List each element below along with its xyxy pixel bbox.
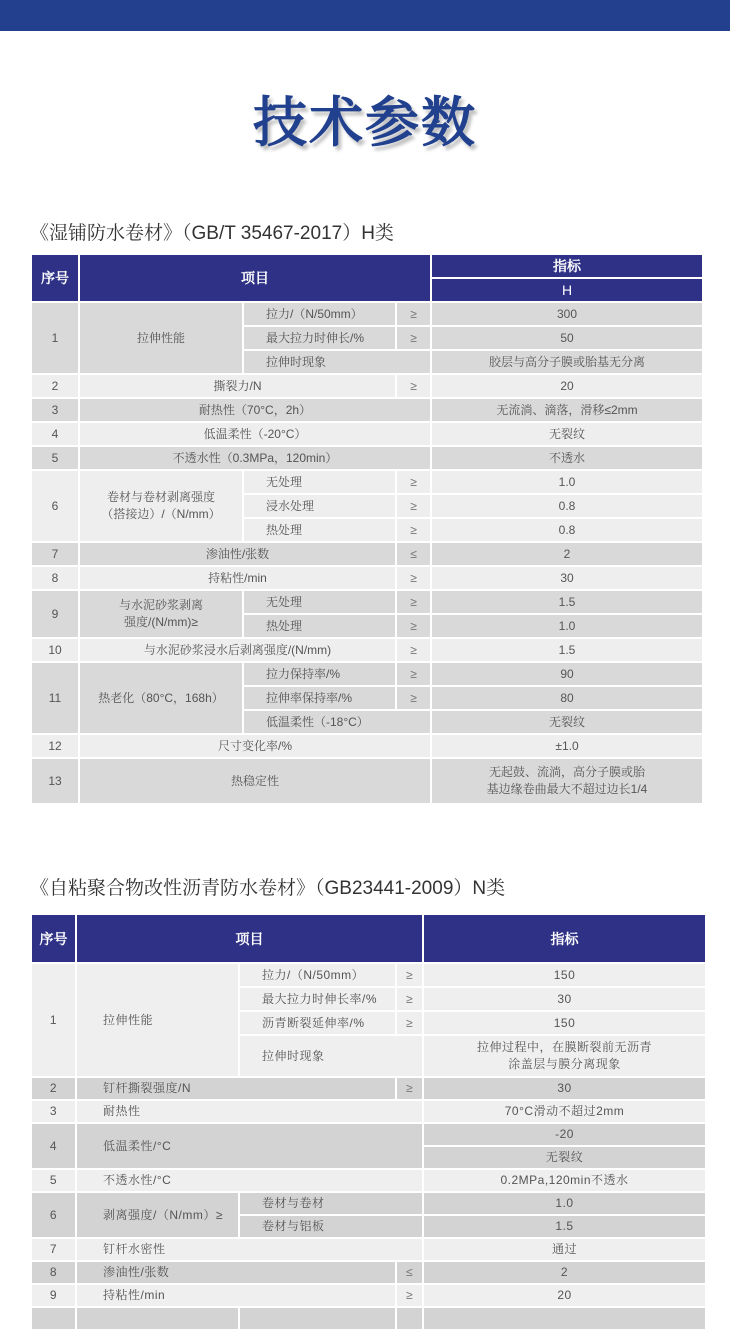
row-value: 30	[423, 987, 706, 1011]
row-value-line: 涂盖层与膜分离现象	[508, 1057, 621, 1071]
comparison-symbol: ≥	[396, 662, 431, 686]
row-item: 拉伸性能	[79, 302, 243, 374]
comparison-symbol: ≤	[396, 1261, 423, 1284]
row-seq: 4	[31, 422, 79, 446]
row-value: 无裂纹	[431, 422, 703, 446]
table-row	[31, 590, 703, 614]
sub-item: 拉伸时现象	[243, 350, 431, 374]
row-value: 无流淌、滴落，滑移≤2mm	[431, 398, 703, 422]
table-row	[31, 422, 703, 446]
row-value: 1.0	[423, 1192, 706, 1215]
row-item: 耐热性	[76, 1100, 423, 1123]
header-spec: 指标	[431, 254, 703, 278]
row-value: 20	[423, 1284, 706, 1307]
comparison-symbol: ≥	[396, 686, 431, 710]
table-row	[31, 566, 703, 590]
row-item: 撕裂力/N	[79, 374, 396, 398]
comparison-symbol: ≥	[396, 614, 431, 638]
comparison-symbol: ≥	[396, 638, 431, 662]
row-seq: 5	[31, 1169, 76, 1192]
table2-title: 《自粘聚合物改性沥青防水卷材》（GB23441-2009）N类	[30, 878, 506, 899]
row-seq: 6	[31, 470, 79, 542]
row-item: 低温柔性/°C	[76, 1123, 423, 1169]
row-value: 胶层与高分子膜或胎基无分离	[431, 350, 703, 374]
top-banner	[0, 0, 730, 31]
row-seq: 1	[31, 302, 79, 374]
table-row	[31, 1077, 706, 1100]
row-value: 30	[431, 566, 703, 590]
sub-item: 卷材与卷材	[239, 1192, 423, 1215]
header-seq: 序号	[31, 914, 76, 963]
row-item: 低温柔性（-20°C）	[79, 422, 431, 446]
table-row	[31, 470, 703, 494]
comparison-symbol: ≥	[396, 494, 431, 518]
table-row	[31, 446, 703, 470]
row-value: 80	[431, 686, 703, 710]
row-item: 与水泥砂浆浸水后剥离强度/(N/mm)	[79, 638, 396, 662]
sub-item: 最大拉力时伸长/%	[243, 326, 396, 350]
sub-item: 拉伸率保持率/%	[243, 686, 396, 710]
row-seq: 11	[31, 662, 79, 734]
row-value: 2	[423, 1261, 706, 1284]
table-row	[31, 758, 703, 804]
header-item: 项目	[76, 914, 423, 963]
row-item: 不透水性（0.3MPa，120min）	[79, 446, 431, 470]
row-value: 不透水	[431, 446, 703, 470]
table-row-partial	[31, 1307, 706, 1330]
table-row	[31, 734, 703, 758]
row-value: 通过	[423, 1238, 706, 1261]
header-item: 项目	[79, 254, 431, 302]
sub-item: 拉力/（N/50mm）	[239, 963, 396, 987]
row-value: 20	[431, 374, 703, 398]
sub-item: 热处理	[243, 614, 396, 638]
table-row	[31, 398, 703, 422]
sub-item: 最大拉力时伸长率/%	[239, 987, 396, 1011]
row-item: 渗油性/张数	[79, 542, 396, 566]
comparison-symbol: ≥	[396, 1077, 423, 1100]
row-seq: 1	[31, 963, 76, 1077]
comparison-symbol: ≥	[396, 470, 431, 494]
sub-item: 拉力/（N/50mm）	[243, 302, 396, 326]
row-seq: 7	[31, 1238, 76, 1261]
table-row	[31, 1261, 706, 1284]
row-seq: 2	[31, 374, 79, 398]
table-row	[31, 1238, 706, 1261]
row-item: 持粘性/min	[79, 566, 396, 590]
row-value: 无裂纹	[423, 1146, 706, 1169]
comparison-symbol: ≤	[396, 542, 431, 566]
row-item-line: （搭接边）/（N/mm）	[101, 507, 221, 521]
comparison-symbol: ≥	[396, 1011, 423, 1035]
row-seq: 13	[31, 758, 79, 804]
row-item: 热稳定性	[79, 758, 431, 804]
sub-item: 无处理	[243, 470, 396, 494]
row-item	[79, 590, 243, 638]
row-value: 0.8	[431, 494, 703, 518]
row-value: 0.2MPa,120min不透水	[423, 1169, 706, 1192]
row-item: 钉杆水密性	[76, 1238, 423, 1261]
row-item: 拉伸性能	[76, 963, 239, 1077]
row-value: 2	[431, 542, 703, 566]
row-seq: 9	[31, 1284, 76, 1307]
row-value: 1.0	[431, 614, 703, 638]
sub-item: 浸水处理	[243, 494, 396, 518]
row-item: 钉杆撕裂强度/N	[76, 1077, 396, 1100]
sub-item: 卷材与铝板	[239, 1215, 423, 1238]
row-value: 70°C滑动不超过2mm	[423, 1100, 706, 1123]
row-seq: 9	[31, 590, 79, 638]
row-item: 渗油性/张数	[76, 1261, 396, 1284]
table-row	[31, 1284, 706, 1307]
row-item: 耐热性（70°C，2h）	[79, 398, 431, 422]
row-seq: 3	[31, 1100, 76, 1123]
table-row	[31, 374, 703, 398]
sub-item: 沥青断裂延伸率/%	[239, 1011, 396, 1035]
table-row	[31, 1123, 706, 1146]
row-item: 不透水性/°C	[76, 1169, 423, 1192]
row-seq: 7	[31, 542, 79, 566]
row-value-line: 无起鼓、流淌，高分子膜或胎	[488, 765, 645, 779]
table-row	[31, 1100, 706, 1123]
row-value: 30	[423, 1077, 706, 1100]
table-row	[31, 302, 703, 326]
row-item: 持粘性/min	[76, 1284, 396, 1307]
sub-item: 无处理	[243, 590, 396, 614]
row-value-line: 基边缘卷曲最大不超过边长1/4	[486, 782, 648, 796]
table-row	[31, 638, 703, 662]
table1-title: 《湿铺防水卷材》（GB/T 35467-2017）H类	[30, 223, 394, 244]
page-title: 技术参数	[253, 93, 477, 153]
row-seq: 6	[31, 1192, 76, 1238]
sub-item: 低温柔性（-18°C）	[243, 710, 431, 734]
row-value: 1.5	[423, 1215, 706, 1238]
row-value: ±1.0	[431, 734, 703, 758]
row-seq: 2	[31, 1077, 76, 1100]
row-seq: 8	[31, 566, 79, 590]
row-value: 0.8	[431, 518, 703, 542]
row-item-line: 强度/(N/mm)≥	[124, 615, 198, 629]
comparison-symbol: ≥	[396, 987, 423, 1011]
comparison-symbol: ≥	[396, 566, 431, 590]
self-adhesive-membrane-spec-table	[30, 913, 707, 1331]
row-value	[431, 758, 703, 804]
row-value: 1.5	[431, 590, 703, 614]
header-spec: 指标	[423, 914, 706, 963]
table-row	[31, 662, 703, 686]
row-value: 1.0	[431, 470, 703, 494]
row-item: 剥离强度/（N/mm）≥	[76, 1192, 239, 1238]
sub-item: 热处理	[243, 518, 396, 542]
row-seq: 10	[31, 638, 79, 662]
row-value: 150	[423, 963, 706, 987]
row-item: 尺寸变化率/%	[79, 734, 431, 758]
comparison-symbol: ≥	[396, 326, 431, 350]
header-spec-h: H	[431, 278, 703, 302]
row-seq: 3	[31, 398, 79, 422]
header-seq: 序号	[31, 254, 79, 302]
table-row	[31, 1192, 706, 1215]
row-value: 90	[431, 662, 703, 686]
comparison-symbol: ≥	[396, 518, 431, 542]
row-item: 热老化（80°C，168h）	[79, 662, 243, 734]
row-value: 150	[423, 1011, 706, 1035]
row-value	[423, 1035, 706, 1077]
comparison-symbol: ≥	[396, 302, 431, 326]
table-row	[31, 963, 706, 987]
comparison-symbol: ≥	[396, 374, 431, 398]
row-seq: 5	[31, 446, 79, 470]
row-item	[79, 470, 243, 542]
row-value: 无裂纹	[431, 710, 703, 734]
row-value: 300	[431, 302, 703, 326]
row-seq: 8	[31, 1261, 76, 1284]
sub-item: 拉力保持率/%	[243, 662, 396, 686]
row-seq: 4	[31, 1123, 76, 1169]
comparison-symbol: ≥	[396, 963, 423, 987]
row-seq: 12	[31, 734, 79, 758]
row-item-line: 与水泥砂浆剥离	[118, 598, 203, 612]
comparison-symbol: ≥	[396, 1284, 423, 1307]
row-value-line: 拉伸过程中，在膜断裂前无沥青	[476, 1040, 652, 1054]
table-row	[31, 542, 703, 566]
row-item-line: 卷材与卷材剥离强度	[106, 490, 215, 504]
table-row	[31, 1169, 706, 1192]
comparison-symbol: ≥	[396, 590, 431, 614]
wet-laid-membrane-spec-table	[30, 253, 704, 805]
row-value: 50	[431, 326, 703, 350]
sub-item: 拉伸时现象	[239, 1035, 423, 1077]
row-value: -20	[423, 1123, 706, 1146]
row-value: 1.5	[431, 638, 703, 662]
